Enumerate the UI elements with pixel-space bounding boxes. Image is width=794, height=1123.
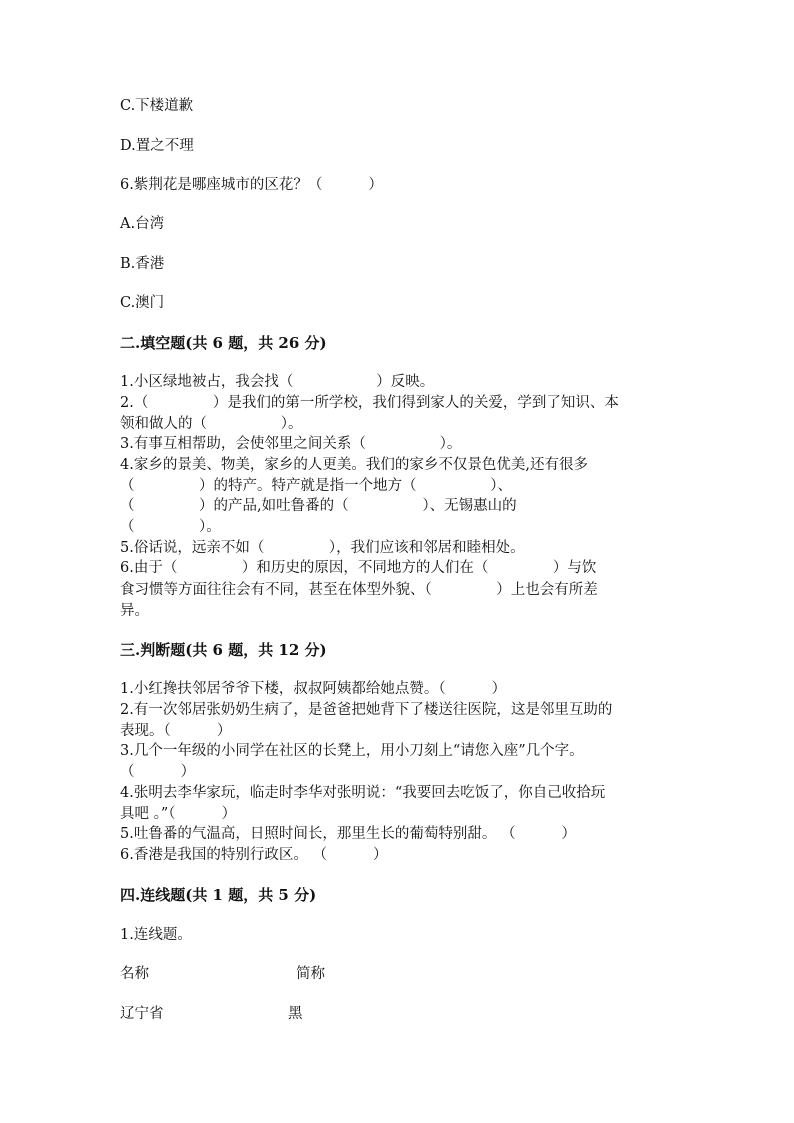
fill-in-heading: 二.填空题(共 6 题，共 26 分) <box>120 334 327 352</box>
judgment-line: 具吧 。”（ ） <box>120 806 237 822</box>
fill-line: 1.小区绿地被占，我会找（ ）反映。 <box>120 374 435 390</box>
matching-left-item: 辽宁省 <box>120 1006 164 1022</box>
fill-line: 2.（ ）是我们的第一所学校，我们得到家人的关爱，学到了知识、本 <box>120 395 619 411</box>
matching-column-name: 名称 <box>120 966 149 982</box>
matching-intro: 1.连线题。 <box>120 927 192 943</box>
question-6-stem: 6.紫荆花是哪座城市的区花？（ ） <box>120 177 383 193</box>
judgment-line: 6.香港是我国的特别行政区。 （ ） <box>120 847 388 863</box>
matching-column-abbreviation: 简称 <box>296 966 325 982</box>
judgment-line: （ ） <box>120 764 196 780</box>
judgment-line: 表现。（ ） <box>120 723 232 739</box>
judgment-line: 1.小红搀扶邻居爷爷下楼，叔叔阿姨都给她点赞。（ ） <box>120 681 507 697</box>
fill-line: 3.有事互相帮助，会使邻里之间关系（ ）。 <box>120 436 462 452</box>
option-c: C.下楼道歉 <box>120 98 194 114</box>
question-6-option-b: B.香港 <box>120 256 165 272</box>
judgment-line: 5.吐鲁番的气温高，日照时间长，那里生长的葡萄特别甜。 （ ） <box>120 826 577 842</box>
judgment-line: 3.几个一年级的小同学在社区的长凳上，用小刀刻上“请您入座”几个字。 <box>120 743 584 759</box>
fill-line: 4.家乡的景美、物美，家乡的人更美。我们的家乡不仅景色优美,还有很多 <box>120 457 588 473</box>
question-6-option-c: C.澳门 <box>120 295 165 311</box>
judgment-line: 4.张明去李华家玩，临走时李华对张明说：“我要回去吃饭了，你自己收拾玩 <box>120 785 606 801</box>
fill-line: （ ）的特产。特产就是指一个地方（ ）、 <box>120 478 513 494</box>
fill-line: 5.俗话说，远亲不如（ ），我们应该和邻居和睦相处。 <box>120 540 525 556</box>
fill-line: （ ）。 <box>120 519 221 535</box>
question-6-option-a: A.台湾 <box>120 216 165 232</box>
judgment-line: 2.有一次邻居张奶奶生病了，是爸爸把她背下了楼送往医院，这是邻里互助的 <box>120 702 613 718</box>
fill-line: 食习惯等方面往往会有不同，甚至在体型外貌、（ ）上也会有所差 <box>120 582 598 598</box>
fill-line: （ ）的产品,如吐鲁番的（ ）、无锡惠山的 <box>120 498 517 514</box>
matching-right-item: 黑 <box>288 1006 303 1022</box>
option-d: D.置之不理 <box>120 138 194 154</box>
matching-heading: 四.连线题(共 1 题，共 5 分) <box>120 886 317 904</box>
fill-line: 6.由于（ ）和历史的原因，不同地方的人们在（ ）与饮 <box>120 560 597 576</box>
judgment-heading: 三.判断题(共 6 题，共 12 分) <box>120 641 327 659</box>
fill-line: 异。 <box>120 603 149 619</box>
fill-line: 领和做人的（ ）。 <box>120 416 303 432</box>
